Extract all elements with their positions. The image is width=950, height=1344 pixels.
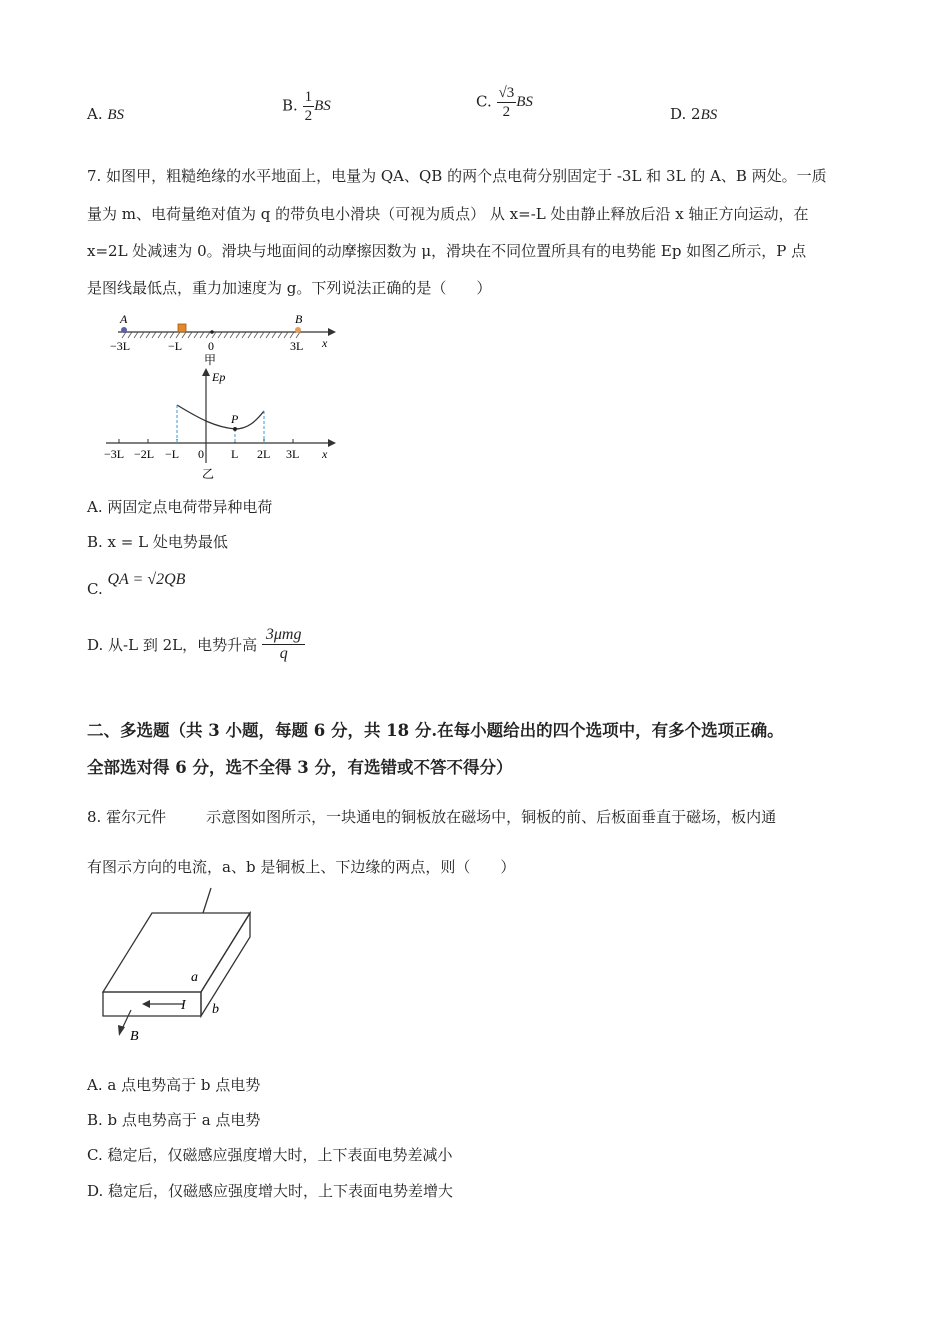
section2-header-line1: 二、多选题（共 3 小题，每题 6 分，共 18 分.在每小题给出的四个选项中，有多个选项正确。 — [87, 721, 784, 740]
figure-caption: 甲 — [204, 353, 217, 367]
label-field: B — [130, 1029, 139, 1044]
q8-stem-line2: 有图示方向的电流，a、b 是铜板上、下边缘的两点，则（ ） — [87, 858, 516, 876]
label-b: b — [212, 1002, 219, 1017]
q7-option-b: B. x = L 处电势最低 — [87, 533, 228, 551]
q8-option-b: B. b 点电势高于 a 点电势 — [87, 1111, 261, 1129]
section2-header-line2: 全部选对得 6 分，选不全得 3 分，有选错或不答不得分） — [87, 758, 513, 777]
axis-label: x — [322, 336, 328, 350]
q7-stem-line1: 7. 如图甲，粗糙绝缘的水平地面上，电量为 QA、QB 的两个点电荷分别固定于 -3L 和 3L 的 A、B 两处。一质 — [87, 167, 827, 185]
q8-stem-line1 — [87, 806, 776, 828]
tick-label: −2L — [134, 447, 155, 461]
label-current: I — [181, 998, 186, 1013]
tick-label: −L — [165, 447, 180, 461]
numerator: 3μmg — [262, 626, 306, 645]
q6-option-d — [670, 105, 717, 124]
option-label: D. — [670, 105, 687, 123]
q7-option-d — [87, 626, 305, 663]
tick-label: 0 — [208, 339, 214, 353]
option-expr: BS — [107, 107, 125, 123]
slider-block — [178, 324, 186, 332]
tick-label: 0 — [198, 447, 204, 461]
option-expr: BS — [516, 94, 533, 110]
tick-label: −L — [168, 339, 183, 353]
q8-stem-part2: 示意图如图所示，一块通电的铜板放在磁场中，铜板的前、后板面垂直于磁场，板内通 — [206, 808, 777, 826]
charge-b-dot — [295, 327, 301, 333]
plate-side-face — [201, 913, 250, 1016]
q6-option-b — [282, 88, 331, 125]
option-text: D. 从-L 到 2L，电势升高 — [87, 636, 258, 654]
plate-top-face — [103, 913, 250, 992]
fraction — [497, 84, 517, 121]
q6-option-a — [87, 105, 124, 124]
q7-option-a: A. 两固定点电荷带异种电荷 — [87, 498, 273, 516]
label-p: P — [231, 412, 239, 426]
tick-label: L — [231, 447, 239, 461]
q8-stem-part1: 8. 霍尔元件 — [87, 808, 167, 826]
label-a: a — [191, 970, 198, 985]
fraction — [262, 626, 306, 663]
denominator: 2 — [304, 108, 313, 124]
axis-label-ep: Ep — [212, 370, 226, 384]
ep-curve — [177, 405, 264, 429]
q8-option-a: A. a 点电势高于 b 点电势 — [87, 1076, 261, 1094]
q7-stem-line3: x=2L 处减速为 0。滑块与地面间的动摩擦因数为 μ，滑块在不同位置所具有的电势能 Ep 如图乙所示，P 点 — [87, 242, 807, 260]
option-coef: 2 — [691, 105, 701, 123]
q6-option-c — [476, 84, 533, 121]
option-expr: QA = √2QB — [107, 571, 186, 588]
denominator: q — [279, 645, 288, 662]
tick-label: 3L — [290, 339, 304, 353]
axis-label: x — [322, 447, 328, 461]
option-label: B. — [282, 96, 298, 115]
numerator: √3 — [498, 85, 515, 101]
option-expr: BS — [700, 107, 718, 123]
denominator: 2 — [502, 104, 511, 120]
tick-label: −3L — [104, 447, 125, 461]
tick-label: 2L — [257, 447, 271, 461]
q7-option-c — [87, 568, 185, 600]
option-label: C. — [476, 92, 492, 111]
label-b: B — [295, 312, 303, 326]
q8-option-c: C. 稳定后，仅磁感应强度增大时，上下表面电势差减小 — [87, 1146, 453, 1164]
figure-caption: 乙 — [202, 467, 215, 481]
tick-label: −3L — [110, 339, 131, 353]
point-p — [233, 427, 237, 431]
fraction — [303, 88, 315, 125]
q8-option-d: D. 稳定后，仅磁感应强度增大时，上下表面电势差增大 — [87, 1182, 454, 1200]
q7-figure-yi — [100, 367, 340, 484]
label-a: A — [120, 312, 128, 326]
q8-hall-element-figure — [95, 885, 265, 1045]
q7-stem-line4: 是图线最低点，重力加速度为 g。下列说法正确的是（ ） — [87, 279, 492, 297]
numerator: 1 — [304, 89, 313, 105]
q7-figure-jia — [100, 310, 340, 368]
option-label: A. — [87, 105, 103, 123]
q7-stem-line2: 量为 m、电荷量绝对值为 q 的带负电小滑块（可视为质点） 从 x=-L 处由静止释放后沿 x 轴正方向运动，在 — [87, 205, 809, 223]
tick-label: 3L — [286, 447, 300, 461]
charge-a-dot — [121, 327, 127, 333]
option-expr: BS — [314, 98, 331, 114]
option-label: C. — [87, 580, 103, 598]
